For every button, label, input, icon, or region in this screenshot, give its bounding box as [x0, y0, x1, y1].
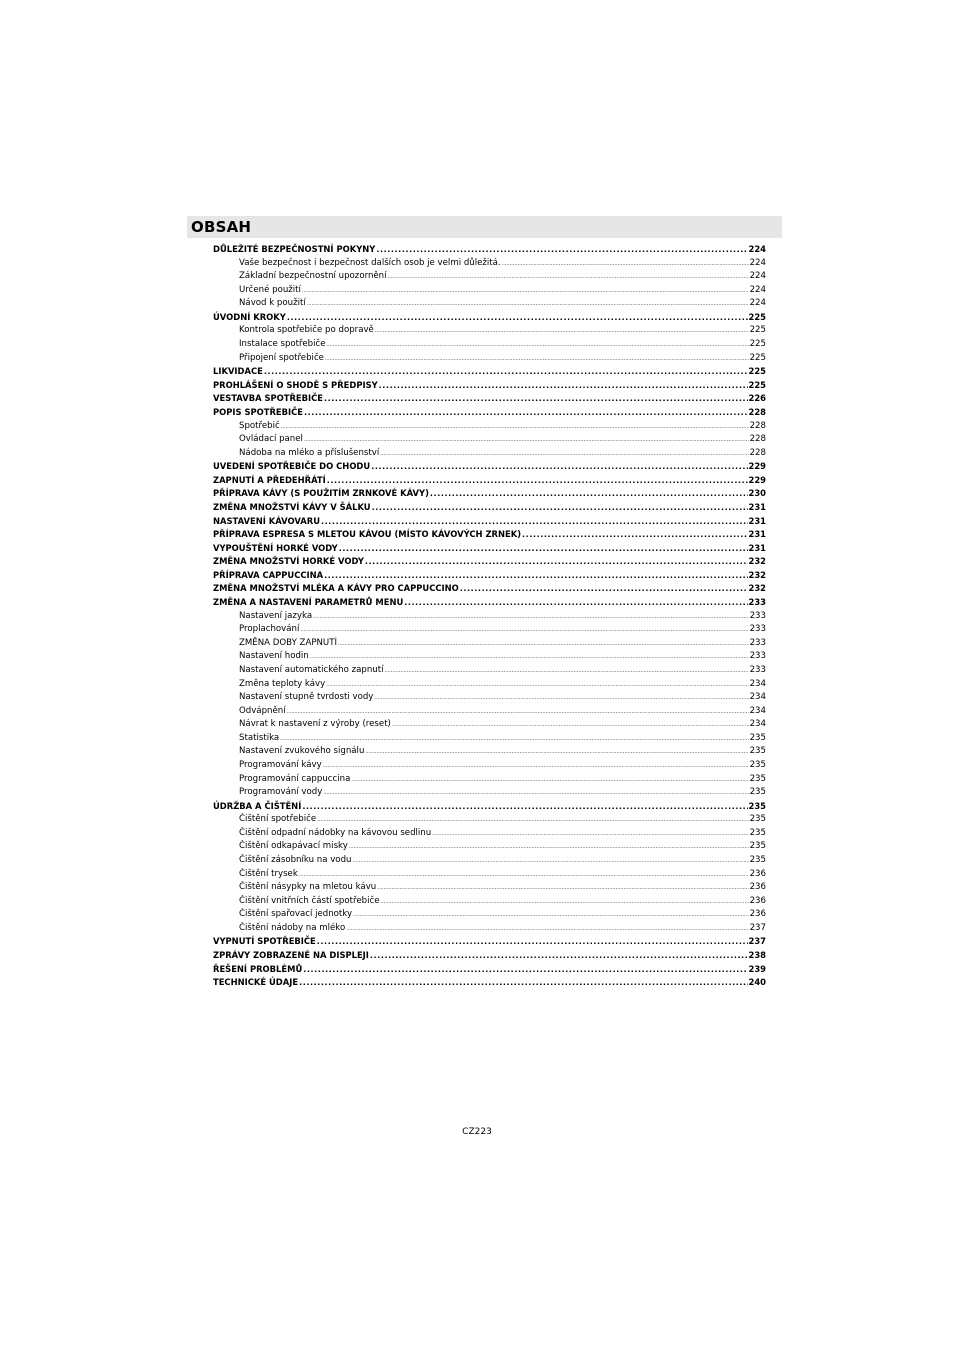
- toc-dot-leader: [327, 339, 749, 352]
- toc-entry-title: Čištění odpadní nádobky na kávovou sedlinu: [239, 827, 432, 838]
- toc-section[interactable]: [213, 338, 766, 352]
- toc-dot-leader: [351, 774, 748, 787]
- toc-dot-leader: [381, 896, 749, 909]
- toc-section[interactable]: [213, 420, 766, 434]
- toc-page-number: 233: [749, 624, 766, 635]
- toc-page-number: 225: [748, 311, 766, 322]
- toc-entry-title: VYPOUŠTĚNÍ HORKÉ VODY: [213, 542, 338, 553]
- toc-dot-leader: [324, 569, 747, 583]
- toc-dot-leader: [307, 298, 749, 311]
- toc-dot-leader: [304, 434, 749, 447]
- toc-page-number: 231: [748, 542, 766, 553]
- toc-entry-title: Proplachování: [239, 624, 300, 635]
- toc-section[interactable]: [213, 759, 766, 773]
- toc-page-number: 235: [749, 759, 766, 770]
- toc-section[interactable]: [213, 868, 766, 882]
- toc-entry-title: Čištění spotřebiče: [239, 814, 317, 825]
- toc-dot-leader: [372, 501, 748, 515]
- toc-section[interactable]: [213, 908, 766, 922]
- toc-page-number: 236: [749, 882, 766, 893]
- toc-entry-title: PROHLÁŠENÍ O SHODĚ S PŘEDPISY: [213, 379, 378, 390]
- toc-chapter[interactable]: [213, 501, 766, 515]
- toc-page-number: 231: [748, 529, 766, 540]
- toc-dot-leader: [324, 392, 748, 406]
- toc-entry-title: VESTAVBA SPOTŘEBIČE: [213, 393, 324, 404]
- toc-entry-title: Programování vody: [239, 787, 323, 798]
- toc-entry-title: ZMĚNA MNOŽSTVÍ HORKÉ VODY: [213, 556, 364, 567]
- toc-entry-title: Čištění odkapávací misky: [239, 841, 348, 852]
- toc-page-number: 225: [748, 366, 766, 377]
- toc-entry-title: Návrat k nastavení z výroby (reset): [239, 719, 391, 730]
- toc-chapter[interactable]: [213, 582, 766, 596]
- toc-page-number: 235: [749, 841, 766, 852]
- toc-dot-leader: [502, 258, 749, 271]
- toc-dot-leader: [388, 271, 749, 284]
- toc-section[interactable]: [213, 705, 766, 719]
- toc-page-number: 232: [748, 556, 766, 567]
- toc-chapter[interactable]: [213, 528, 766, 542]
- toc-page-number: 224: [749, 298, 766, 309]
- toc-entry-title: Ovládací panel: [239, 434, 303, 445]
- toc-page-number: 226: [748, 393, 766, 404]
- toc-dot-leader: [323, 787, 748, 800]
- toc-page-number: 235: [749, 787, 766, 798]
- toc-chapter[interactable]: [213, 474, 766, 488]
- toc-dot-leader: [380, 448, 748, 461]
- toc-page-number: 224: [749, 284, 766, 295]
- toc-dot-leader: [346, 923, 748, 936]
- toc-dot-leader: [377, 882, 748, 895]
- toc-entry-title: Odvápnění: [239, 705, 286, 716]
- toc-page-number: 228: [748, 406, 766, 417]
- toc-dot-leader: [281, 421, 749, 434]
- toc-page-number: 225: [749, 352, 766, 363]
- toc-page-number: 234: [749, 705, 766, 716]
- toc-page-number: 231: [748, 501, 766, 512]
- toc-entry-title: ŘEŠENÍ PROBLÉMŮ: [213, 963, 303, 974]
- toc-chapter[interactable]: [213, 379, 766, 393]
- toc-section[interactable]: [213, 840, 766, 854]
- toc-dot-leader: [321, 515, 748, 529]
- toc-page-number: 233: [749, 637, 766, 648]
- toc-entry-title: ZMĚNA DOBY ZAPNUTÍ: [239, 637, 338, 648]
- toc-page-number: 239: [748, 963, 766, 974]
- toc-page-number: 230: [748, 488, 766, 499]
- toc-dot-leader: [404, 596, 747, 610]
- toc-dot-leader: [339, 542, 748, 556]
- toc-entry-title: Nastavení automatického zapnutí: [239, 664, 384, 675]
- toc-chapter[interactable]: [213, 365, 766, 379]
- toc-page-number: 233: [748, 597, 766, 608]
- toc-page-number: 228: [749, 447, 766, 458]
- toc-entry-title: PŘÍPRAVA CAPPUCCINA: [213, 569, 324, 580]
- toc-dot-leader: [326, 679, 748, 692]
- toc-section[interactable]: [213, 664, 766, 678]
- toc-dot-leader: [302, 285, 749, 298]
- toc-chapter[interactable]: [213, 311, 766, 325]
- toc-section[interactable]: [213, 433, 766, 447]
- toc-page-number: 224: [749, 271, 766, 282]
- toc-entry-title: TECHNICKÉ ÚDAJE: [213, 977, 299, 988]
- toc-dot-leader: [299, 869, 749, 882]
- toc-dot-leader: [313, 611, 749, 624]
- toc-chapter[interactable]: [213, 935, 766, 949]
- toc-dot-leader: [287, 706, 749, 719]
- toc-entry-title: Určené použití: [239, 284, 301, 295]
- toc-page-number: 225: [749, 339, 766, 350]
- toc-dot-leader: [325, 353, 749, 366]
- toc-dot-leader: [317, 935, 748, 949]
- toc-page-number: 234: [749, 678, 766, 689]
- toc-page-number: 236: [749, 909, 766, 920]
- toc-dot-leader: [376, 243, 747, 257]
- toc-dot-leader: [302, 800, 747, 814]
- toc-section[interactable]: [213, 257, 766, 271]
- toc-section[interactable]: [213, 854, 766, 868]
- toc-chapter[interactable]: [213, 392, 766, 406]
- toc-chapter[interactable]: [213, 976, 766, 990]
- toc-dot-leader: [349, 841, 749, 854]
- toc-page-number: 234: [749, 719, 766, 730]
- toc-section[interactable]: [213, 297, 766, 311]
- toc-section[interactable]: [213, 813, 766, 827]
- toc-dot-leader: [303, 963, 747, 977]
- toc-page-number: 233: [749, 610, 766, 621]
- toc-section[interactable]: [213, 623, 766, 637]
- toc-entry-title: Čištění násypky na mletou kávu: [239, 882, 377, 893]
- toc-dot-leader: [365, 746, 748, 759]
- toc-entry-title: Vaše bezpečnost i bezpečnost dalších osob je velmi důležitá.: [239, 257, 501, 268]
- toc-entry-title: Nastavení stupně tvrdosti vody: [239, 692, 374, 703]
- toc-section[interactable]: [213, 678, 766, 692]
- toc-entry-title: Připojení spotřebiče: [239, 352, 324, 363]
- toc-entry-title: Spotřebič: [239, 420, 280, 431]
- toc-dot-leader: [280, 733, 748, 746]
- toc-section[interactable]: [213, 827, 766, 841]
- toc-dot-leader: [287, 311, 748, 325]
- toc-entry-title: Čištění zásobníku na vodu: [239, 855, 352, 866]
- toc-entry-title: ZPRÁVY ZOBRAZENÉ NA DISPLEJI: [213, 950, 369, 961]
- toc-chapter[interactable]: [213, 406, 766, 420]
- toc-page-number: 237: [749, 922, 766, 933]
- toc-entry-title: Kontrola spotřebiče po dopravě: [239, 325, 374, 336]
- toc-page-number: 235: [749, 814, 766, 825]
- toc-entry-title: ÚVODNÍ KROKY: [213, 311, 286, 322]
- toc-dot-leader: [299, 976, 747, 990]
- toc-chapter[interactable]: [213, 596, 766, 610]
- toc-dot-leader: [310, 651, 749, 664]
- toc-page-number: 236: [749, 868, 766, 879]
- toc-section[interactable]: [213, 637, 766, 651]
- toc-dot-leader: [300, 624, 748, 637]
- toc-section[interactable]: [213, 718, 766, 732]
- toc-entry-title: PŘÍPRAVA KÁVY (S POUŽITÍM ZRNKOVÉ KÁVY): [213, 488, 429, 499]
- toc-dot-leader: [327, 474, 748, 488]
- toc-entry-title: Statistika: [239, 732, 280, 743]
- toc-dot-leader: [370, 949, 748, 963]
- toc-page-number: 229: [748, 461, 766, 472]
- toc-section[interactable]: [213, 745, 766, 759]
- toc-dot-leader: [371, 460, 747, 474]
- toc-page-number: 235: [749, 827, 766, 838]
- toc-entry-title: Nastavení hodin: [239, 651, 309, 662]
- toc-page-number: 236: [749, 895, 766, 906]
- toc-chapter[interactable]: [213, 555, 766, 569]
- toc-page-number: 233: [749, 664, 766, 675]
- toc-page-number: 235: [749, 855, 766, 866]
- toc-entry-title: Čištění vnitřních částí spotřebiče: [239, 895, 380, 906]
- toc-entry-title: ZMĚNA MNOŽSTVÍ MLÉKA A KÁVY PRO CAPPUCCINO: [213, 583, 459, 594]
- toc-page-number: 234: [749, 692, 766, 703]
- toc-page-number: 240: [748, 977, 766, 988]
- toc-dot-leader: [384, 665, 748, 678]
- toc-entry-title: POPIS SPOTŘEBIČE: [213, 406, 303, 417]
- toc-page-number: 224: [749, 257, 766, 268]
- toc-chapter[interactable]: [213, 800, 766, 814]
- toc-entry-title: VYPNUTÍ SPOTŘEBIČE: [213, 936, 316, 947]
- toc-section[interactable]: [213, 610, 766, 624]
- toc-entry-title: Čištění trysek: [239, 868, 298, 879]
- toc-page-number: 229: [748, 474, 766, 485]
- toc-page-number: 225: [748, 379, 766, 390]
- toc-page-number: 235: [749, 732, 766, 743]
- toc-entry-title: NASTAVENÍ KÁVOVARU: [213, 515, 321, 526]
- toc-page-number: 224: [748, 244, 766, 254]
- toc-chapter[interactable]: [213, 963, 766, 977]
- page-footer: CZ223: [462, 1127, 492, 1137]
- toc-page-number: 232: [748, 569, 766, 580]
- toc-dot-leader: [432, 828, 748, 841]
- toc-chapter[interactable]: [213, 569, 766, 583]
- toc-page-number: 228: [749, 420, 766, 431]
- toc-page-number: 235: [749, 746, 766, 757]
- toc-section[interactable]: [213, 732, 766, 746]
- toc-chapter[interactable]: [213, 949, 766, 963]
- toc-dot-leader: [317, 814, 748, 827]
- toc-section[interactable]: [213, 447, 766, 461]
- toc-chapter[interactable]: [213, 515, 766, 529]
- toc-dot-leader: [338, 638, 749, 651]
- toc-dot-leader: [379, 379, 748, 393]
- toc-page-number: 231: [748, 515, 766, 526]
- toc-dot-leader: [430, 487, 748, 501]
- toc-section[interactable]: [213, 786, 766, 800]
- toc-page-number: 225: [749, 325, 766, 336]
- toc-entry-title: ÚDRŽBA A ČIŠTĚNÍ: [213, 800, 302, 811]
- toc-dot-leader: [522, 528, 747, 542]
- toc-page-number: 235: [748, 800, 766, 811]
- toc-dot-leader: [264, 365, 748, 379]
- table-of-contents: [213, 243, 766, 990]
- toc-entry-title: DŮLEŽITÉ BEZPEČNOSTNÍ POKYNY: [213, 244, 376, 254]
- toc-dot-leader: [460, 582, 748, 596]
- toc-page-number: 235: [749, 773, 766, 784]
- toc-section[interactable]: [213, 773, 766, 787]
- toc-section[interactable]: [213, 352, 766, 366]
- toc-dot-leader: [392, 719, 749, 732]
- toc-page-number: 228: [749, 434, 766, 445]
- toc-entry-title: Programování cappuccina: [239, 773, 351, 784]
- toc-entry-title: UVEDENÍ SPOTŘEBIČE DO CHODU: [213, 461, 371, 472]
- toc-dot-leader: [304, 406, 748, 420]
- heading-bar: [187, 216, 782, 238]
- toc-entry-title: Čištění nádoby na mléko: [239, 922, 346, 933]
- toc-entry-title: Změna teploty kávy: [239, 678, 326, 689]
- toc-section[interactable]: [213, 922, 766, 936]
- toc-entry-title: Základní bezpečnostní upozornění: [239, 271, 387, 282]
- toc-dot-leader: [365, 555, 748, 569]
- toc-section[interactable]: [213, 895, 766, 909]
- toc-chapter[interactable]: [213, 487, 766, 501]
- toc-section[interactable]: [213, 650, 766, 664]
- toc-entry-title: ZMĚNA A NASTAVENÍ PARAMETRŮ MENU: [213, 597, 404, 608]
- toc-entry-title: Programování kávy: [239, 759, 322, 770]
- toc-entry-title: ZAPNUTÍ A PŘEDEHŘÁTÍ: [213, 474, 326, 485]
- toc-chapter[interactable]: [213, 243, 766, 257]
- toc-entry-title: ZMĚNA MNOŽSTVÍ KÁVY V ŠÁLKU: [213, 501, 371, 512]
- toc-entry-title: Návod k použití: [239, 298, 306, 309]
- toc-section[interactable]: [213, 691, 766, 705]
- toc-section[interactable]: [213, 324, 766, 338]
- toc-section[interactable]: [213, 284, 766, 298]
- toc-entry-title: Čištění spařovací jednotky: [239, 909, 353, 920]
- toc-entry-title: Nádoba na mléko a příslušenství: [239, 447, 380, 458]
- toc-page-number: 237: [748, 936, 766, 947]
- toc-entry-title: Instalace spotřebiče: [239, 339, 326, 350]
- toc-chapter[interactable]: [213, 460, 766, 474]
- toc-dot-leader: [353, 909, 749, 922]
- toc-page-number: 232: [748, 583, 766, 594]
- toc-dot-leader: [375, 325, 749, 338]
- toc-entry-title: PŘÍPRAVA ESPRESA S MLETOU KÁVOU (MÍSTO KÁVOVÝCH ZRNEK): [213, 529, 522, 540]
- toc-entry-title: Nastavení zvukového signálu: [239, 746, 365, 757]
- page-title: OBSAH: [191, 218, 252, 236]
- toc-dot-leader: [352, 855, 748, 868]
- toc-entry-title: Nastavení jazyka: [239, 610, 313, 621]
- toc-entry-title: LIKVIDACE: [213, 366, 263, 377]
- toc-section[interactable]: [213, 881, 766, 895]
- toc-chapter[interactable]: [213, 542, 766, 556]
- toc-dot-leader: [374, 692, 748, 705]
- toc-page-number: 233: [749, 651, 766, 662]
- toc-dot-leader: [323, 760, 749, 773]
- toc-page-number: 238: [748, 950, 766, 961]
- toc-section[interactable]: [213, 270, 766, 284]
